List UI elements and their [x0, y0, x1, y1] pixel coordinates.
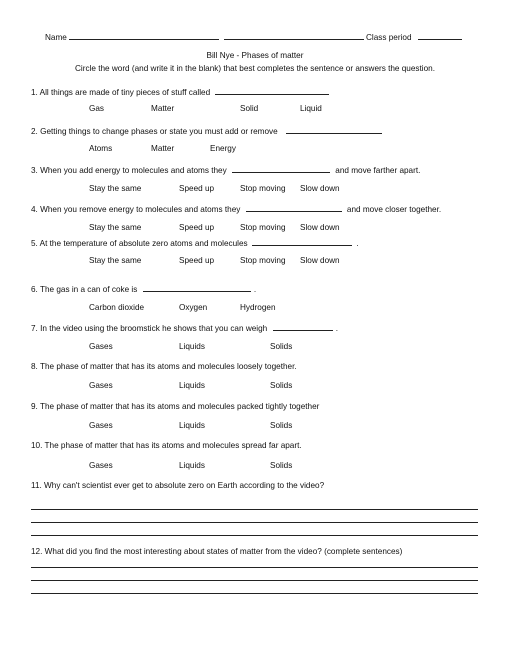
question-6-text: 6. The gas in a can of coke is [31, 285, 138, 294]
option[interactable]: Solid [240, 104, 259, 113]
name-label: Name [45, 33, 67, 42]
option[interactable]: Stay the same [89, 184, 142, 193]
option[interactable]: Oxygen [179, 303, 208, 312]
class-period-label: Class period [366, 33, 412, 42]
question-10: 10. The phase of matter that has its atoms and molecules spread far apart. [31, 441, 302, 450]
option[interactable]: Speed up [179, 184, 215, 193]
option[interactable]: Gases [89, 421, 113, 430]
answer-blank-5[interactable] [252, 237, 352, 246]
option[interactable]: Solids [270, 342, 293, 351]
answer-blank-6[interactable] [143, 283, 251, 292]
option[interactable]: Speed up [179, 256, 215, 265]
class-period-blank[interactable] [418, 31, 462, 40]
question-12: 12. What did you find the most interesting about states of matter from the video? (complete sentences) [31, 547, 403, 556]
option[interactable]: Solids [270, 381, 293, 390]
answer-blank-2[interactable] [286, 125, 382, 134]
question-3-text: 3. When you add energy to molecules and atoms they [31, 166, 227, 175]
class-period-row [366, 31, 462, 43]
question-5 [31, 237, 358, 249]
question-5-text: 5. At the temperature of absolute zero atoms and molecules [31, 239, 248, 248]
answer-blank-4[interactable] [246, 203, 342, 212]
option[interactable]: Atoms [89, 144, 113, 153]
option[interactable]: Gases [89, 381, 113, 390]
question-1-text: 1. All things are made of tiny pieces of stuff called [31, 88, 211, 97]
question-6 [31, 283, 256, 295]
question-6-after: . [253, 285, 257, 294]
option[interactable]: Energy [210, 144, 236, 153]
answer-blank-1[interactable] [215, 86, 329, 95]
answer-blank-3[interactable] [232, 164, 330, 173]
answer-line[interactable] [31, 593, 478, 594]
question-7-text: 7. In the video using the broomstick he shows that you can weigh [31, 324, 268, 333]
option[interactable]: Liquids [179, 421, 205, 430]
question-4-after: and move closer together. [346, 205, 442, 214]
option[interactable]: Gases [89, 461, 113, 470]
option[interactable]: Liquids [179, 381, 205, 390]
option[interactable]: Liquids [179, 342, 205, 351]
question-4 [31, 203, 441, 215]
option[interactable]: Stop moving [240, 223, 286, 232]
question-7-after: . [335, 324, 339, 333]
option[interactable]: Hydrogen [240, 303, 276, 312]
option[interactable]: Matter [151, 104, 175, 113]
question-7 [31, 322, 338, 334]
option[interactable]: Stay the same [89, 223, 142, 232]
answer-line[interactable] [31, 535, 478, 536]
answer-line[interactable] [31, 522, 478, 523]
question-1 [31, 86, 329, 98]
option[interactable]: Slow down [300, 184, 340, 193]
option[interactable]: Gases [89, 342, 113, 351]
answer-line[interactable] [31, 509, 478, 510]
question-5-after: . [356, 239, 359, 248]
option[interactable]: Stay the same [89, 256, 142, 265]
option[interactable]: Solids [270, 421, 293, 430]
question-11: 11. Why can't scientist ever get to absolute zero on Earth according to the video? [31, 481, 325, 490]
name-blank-2[interactable] [224, 31, 364, 40]
worksheet-title: Bill Nye - Phases of matter [206, 51, 304, 60]
name-blank[interactable] [69, 31, 219, 40]
instructions: Circle the word (and write it in the blank) that best completes the sentence or answers the question. [75, 64, 435, 73]
option[interactable]: Slow down [300, 256, 340, 265]
option[interactable]: Liquids [179, 461, 205, 470]
name-row [45, 31, 364, 43]
question-2-text: 2. Getting things to change phases or state you must add or remove [31, 127, 278, 136]
answer-line[interactable] [31, 567, 478, 568]
question-2 [31, 125, 382, 137]
option[interactable]: Solids [270, 461, 293, 470]
answer-line[interactable] [31, 580, 478, 581]
option[interactable]: Stop moving [240, 184, 286, 193]
question-4-text: 4. When you remove energy to molecules and atoms they [31, 205, 241, 214]
question-3 [31, 164, 420, 176]
option[interactable]: Slow down [300, 223, 340, 232]
option[interactable]: Liquid [300, 104, 322, 113]
question-3-after: and move farther apart. [335, 166, 421, 175]
question-9: 9. The phase of matter that has its atoms and molecules packed tightly together [31, 402, 320, 411]
option[interactable]: Matter [151, 144, 175, 153]
option[interactable]: Stop moving [240, 256, 286, 265]
answer-blank-7[interactable] [273, 322, 333, 331]
option[interactable]: Carbon dioxide [89, 303, 145, 312]
question-8: 8. The phase of matter that has its atoms and molecules loosely together. [31, 362, 297, 371]
option[interactable]: Speed up [179, 223, 215, 232]
option[interactable]: Gas [89, 104, 105, 113]
